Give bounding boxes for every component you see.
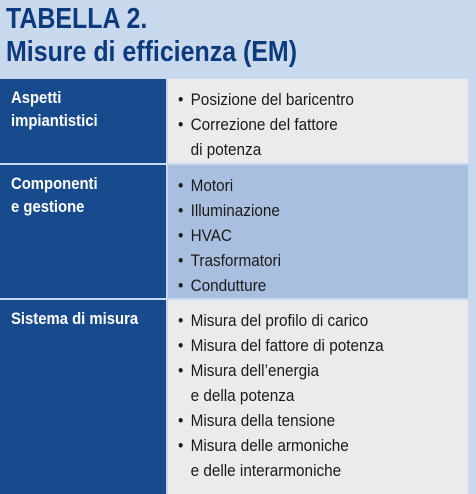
row-header-line: impiantistici [11, 112, 98, 130]
list-item [178, 433, 439, 483]
list-item-text: Misura dell’energia [190, 361, 320, 380]
list-item-text: Condutture [190, 276, 267, 295]
bullet-icon: • [178, 251, 184, 270]
list-item-text: HVAC [190, 226, 232, 245]
list-item [178, 248, 439, 273]
bullet-icon: • [178, 226, 184, 245]
row-items [168, 79, 468, 163]
row-header-line: Componenti [11, 175, 98, 193]
bullet-icon: • [178, 336, 184, 355]
row-header [0, 300, 166, 494]
list-item [178, 308, 439, 333]
list-item [178, 112, 439, 162]
list-item-text: di potenza [190, 140, 262, 159]
bullet-icon: • [178, 176, 184, 195]
row-header [0, 79, 166, 163]
bullet-icon: • [178, 90, 184, 109]
list-item [178, 87, 439, 112]
list-item [178, 173, 439, 198]
table-row [0, 300, 469, 494]
list-item-text: Misura del fattore di potenza [190, 336, 384, 355]
list-item-text: Motori [190, 176, 234, 195]
bullet-icon: • [178, 276, 184, 295]
list-item-text: Trasformatori [190, 251, 282, 270]
table-caption: Misure di efficienza (EM) [6, 36, 298, 68]
list-item [178, 358, 439, 408]
list-item-text: Correzione del fattore [190, 115, 338, 134]
list-item-text: Illuminazione [190, 201, 280, 220]
bullet-icon: • [178, 201, 184, 220]
row-items [168, 165, 468, 298]
table-number: TABELLA 2. [6, 3, 148, 35]
list-item-text: Misura della tensione [190, 411, 336, 430]
list-item-text: e delle interarmoniche [190, 461, 342, 480]
row-header-line: Aspetti [11, 89, 62, 107]
list-item-text: e della potenza [190, 386, 295, 405]
row-header-line: e gestione [11, 198, 85, 216]
bullet-icon: • [178, 436, 184, 455]
list-item [178, 273, 439, 298]
list-item-text: Misura delle armoniche [190, 436, 349, 455]
row-items [168, 300, 468, 494]
row-header [0, 165, 166, 298]
row-header-line: Sistema di misura [11, 310, 139, 328]
bullet-icon: • [178, 411, 184, 430]
list-item [178, 333, 439, 358]
list-item [178, 408, 439, 433]
list-item [178, 223, 439, 248]
table-title [6, 3, 297, 69]
table-row [0, 79, 469, 163]
list-item [178, 198, 439, 223]
list-item-text: Misura del profilo di carico [190, 311, 369, 330]
efficiency-table [0, 79, 469, 494]
bullet-icon: • [178, 311, 184, 330]
table-row [0, 165, 469, 298]
bullet-icon: • [178, 361, 184, 380]
bullet-icon: • [178, 115, 184, 134]
list-item-text: Posizione del baricentro [190, 90, 354, 109]
